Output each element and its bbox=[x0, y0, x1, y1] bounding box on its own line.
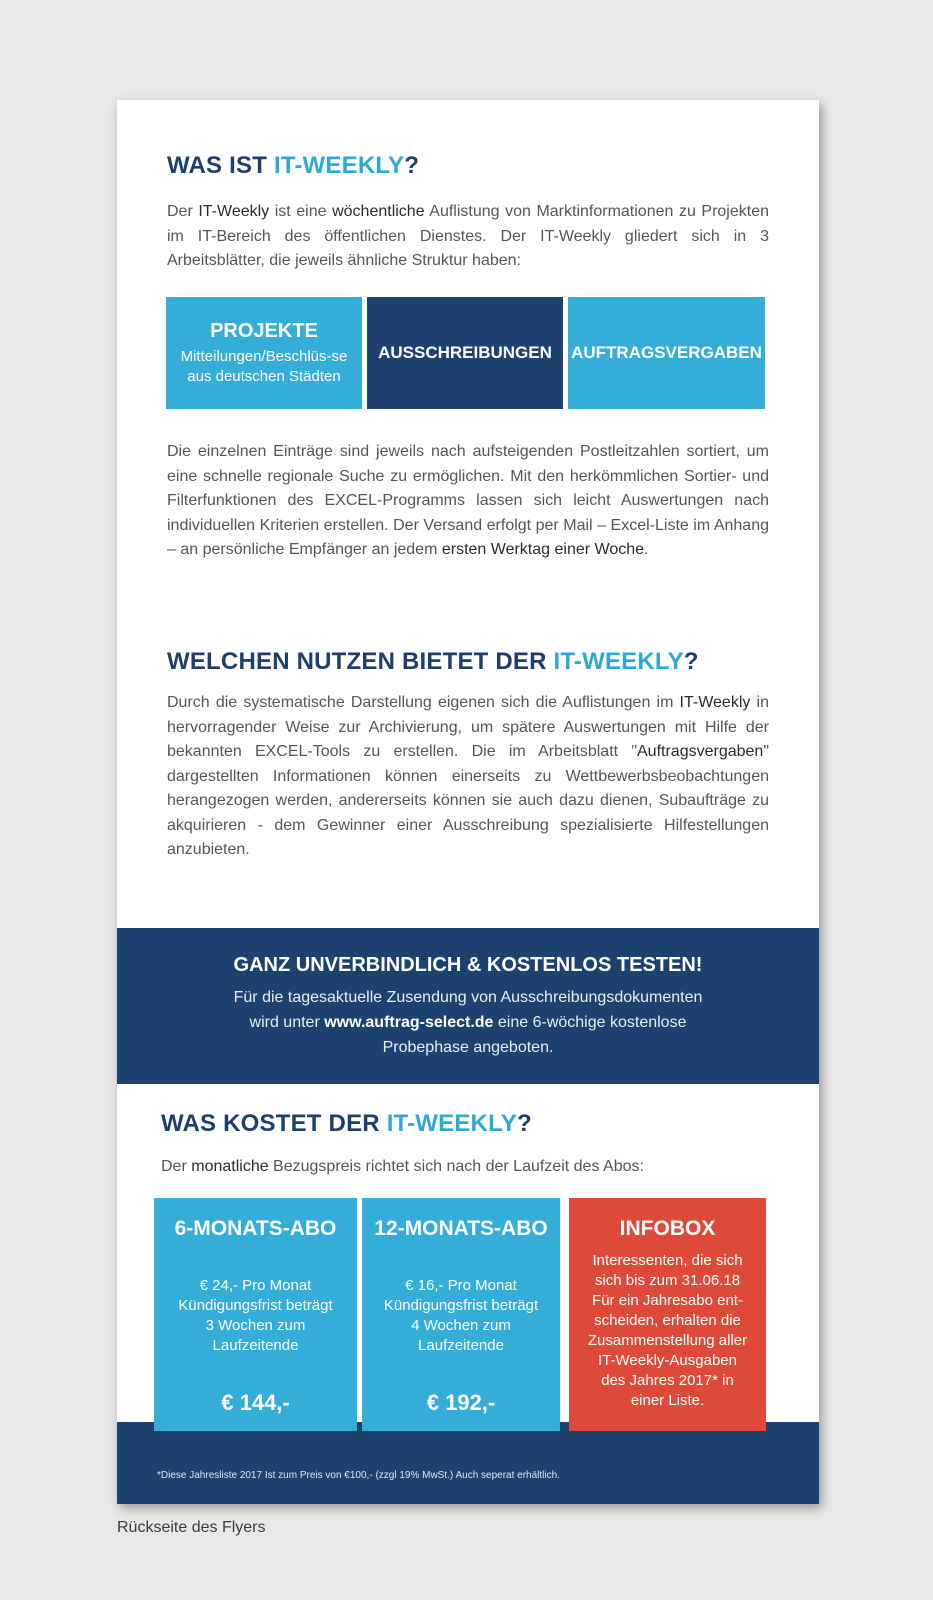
tile-projekte bbox=[166, 297, 362, 409]
website-link[interactable]: www.auftrag-select.de bbox=[324, 1014, 494, 1031]
section-title-nutzen: WELCHEN NUTZEN BIETET DER IT-WEEKLY? bbox=[167, 648, 699, 675]
section-title-kosten: WAS KOSTET DER IT-WEEKLY? bbox=[161, 1110, 532, 1137]
infobox-card bbox=[569, 1198, 766, 1431]
card-6-price: € 144,- bbox=[221, 1390, 290, 1415]
card-12-title: 12-MONATS-ABO bbox=[374, 1217, 548, 1240]
infobox-body: Interessenten, die sich sich bis zum 31.06.18 Für ein Jahresabo ent- scheiden, erhalten die Zusammenstellung aller IT-Weekly-Ausgaben des Jahres 2017* in einer Liste. bbox=[587, 1252, 748, 1409]
card-12-monats-abo bbox=[362, 1198, 560, 1431]
section-title-was-ist: WAS IST IT-WEEKLY? bbox=[167, 152, 420, 179]
flyer-back-page bbox=[117, 100, 819, 1504]
image-caption: Rückseite des Flyers bbox=[117, 1519, 266, 1536]
tile-auftragsvergaben-title: AUFTRAGSVERGABEN bbox=[571, 343, 762, 362]
tile-projekte-title: PROJEKTE bbox=[210, 319, 318, 342]
footnote: *Diese Jahresliste 2017 Ist zum Preis von €100,- (zzgl 19% MwSt.) Auch seperat erhältlich. bbox=[157, 1470, 560, 1481]
kosten-intro: Der monatliche Bezugspreis richtet sich nach der Laufzeit des Abos: bbox=[161, 1158, 644, 1175]
banner-title: GANZ UNVERBINDLICH & KOSTENLOS TESTEN! bbox=[233, 954, 703, 976]
tile-ausschreibungen bbox=[367, 297, 563, 409]
infobox-title: INFOBOX bbox=[619, 1217, 716, 1240]
card-12-price: € 192,- bbox=[426, 1390, 496, 1415]
bottom-band bbox=[117, 1422, 819, 1504]
banner-text: Für die tagesaktuelle Zusendung von Ausschreibungsdokumenten wird unter www.auftrag-select.de eine 6-wöchige kostenlose Probephase angeboten. bbox=[233, 989, 703, 1056]
trial-banner bbox=[117, 928, 819, 1084]
card-6-monats-abo bbox=[154, 1198, 357, 1431]
card-6-title: 6-MONATS-ABO bbox=[174, 1217, 337, 1240]
details-paragraph: Die einzelnen Einträge sind jeweils nach aufsteigenden Postleitzahlen sortiert, um eine schnelle regionale Suche zu ermöglichen. Mit den herkömmlichen Sortier- und Filterfunktionen des EXCEL-Programms lassen sich leicht Auswertungen nach individuellen Kriterien erstellen. Der Versand erfolgt per Mail – Excel-Liste im Anhang – an persönliche Empfänger an jedem ersten Werktag einer Woche. bbox=[167, 443, 769, 558]
tile-projekte-sub: Mitteilungen/Beschlüs-se aus deutschen Städten bbox=[180, 347, 348, 385]
tile-auftragsvergaben bbox=[568, 297, 765, 409]
card-6-body: € 24,- Pro Monat Kündigungsfrist beträgt 3 Wochen zum Laufzeitende bbox=[178, 1277, 333, 1354]
intro-paragraph: Der IT-Weekly ist eine wöchentliche Auflistung von Marktinformationen zu Projekten im IT-Bereich des öffentlichen Dienstes. Der IT-Weekly gliedert sich in 3 Arbeitsblätter, die jeweils ähnliche Struktur haben: bbox=[167, 203, 769, 269]
nutzen-paragraph: Durch die systematische Darstellung eigenen sich die Auflistungen im IT-Weekly in hervorragender Weise zur Archivierung, um spätere Auswertungen mit Hilfe der bekannten EXCEL-Tools zu erstellen. Die im Arbeitsblatt "Auftragsvergaben" dargestellten Informationen können einerseits zu Wettbewerbsbeobachtungen herangezogen werden, andererseits können sie auch dazu dienen, Subaufträge zu akquirieren - dem Gewinner einer Ausschreibung spezialisierte Hilfestellungen anzubieten. bbox=[167, 694, 769, 858]
tile-ausschreibungen-title: AUSSCHREIBUNGEN bbox=[378, 343, 552, 362]
card-12-body: € 16,- Pro Monat Kündigungsfrist beträgt 4 Wochen zum Laufzeitende bbox=[383, 1277, 539, 1354]
